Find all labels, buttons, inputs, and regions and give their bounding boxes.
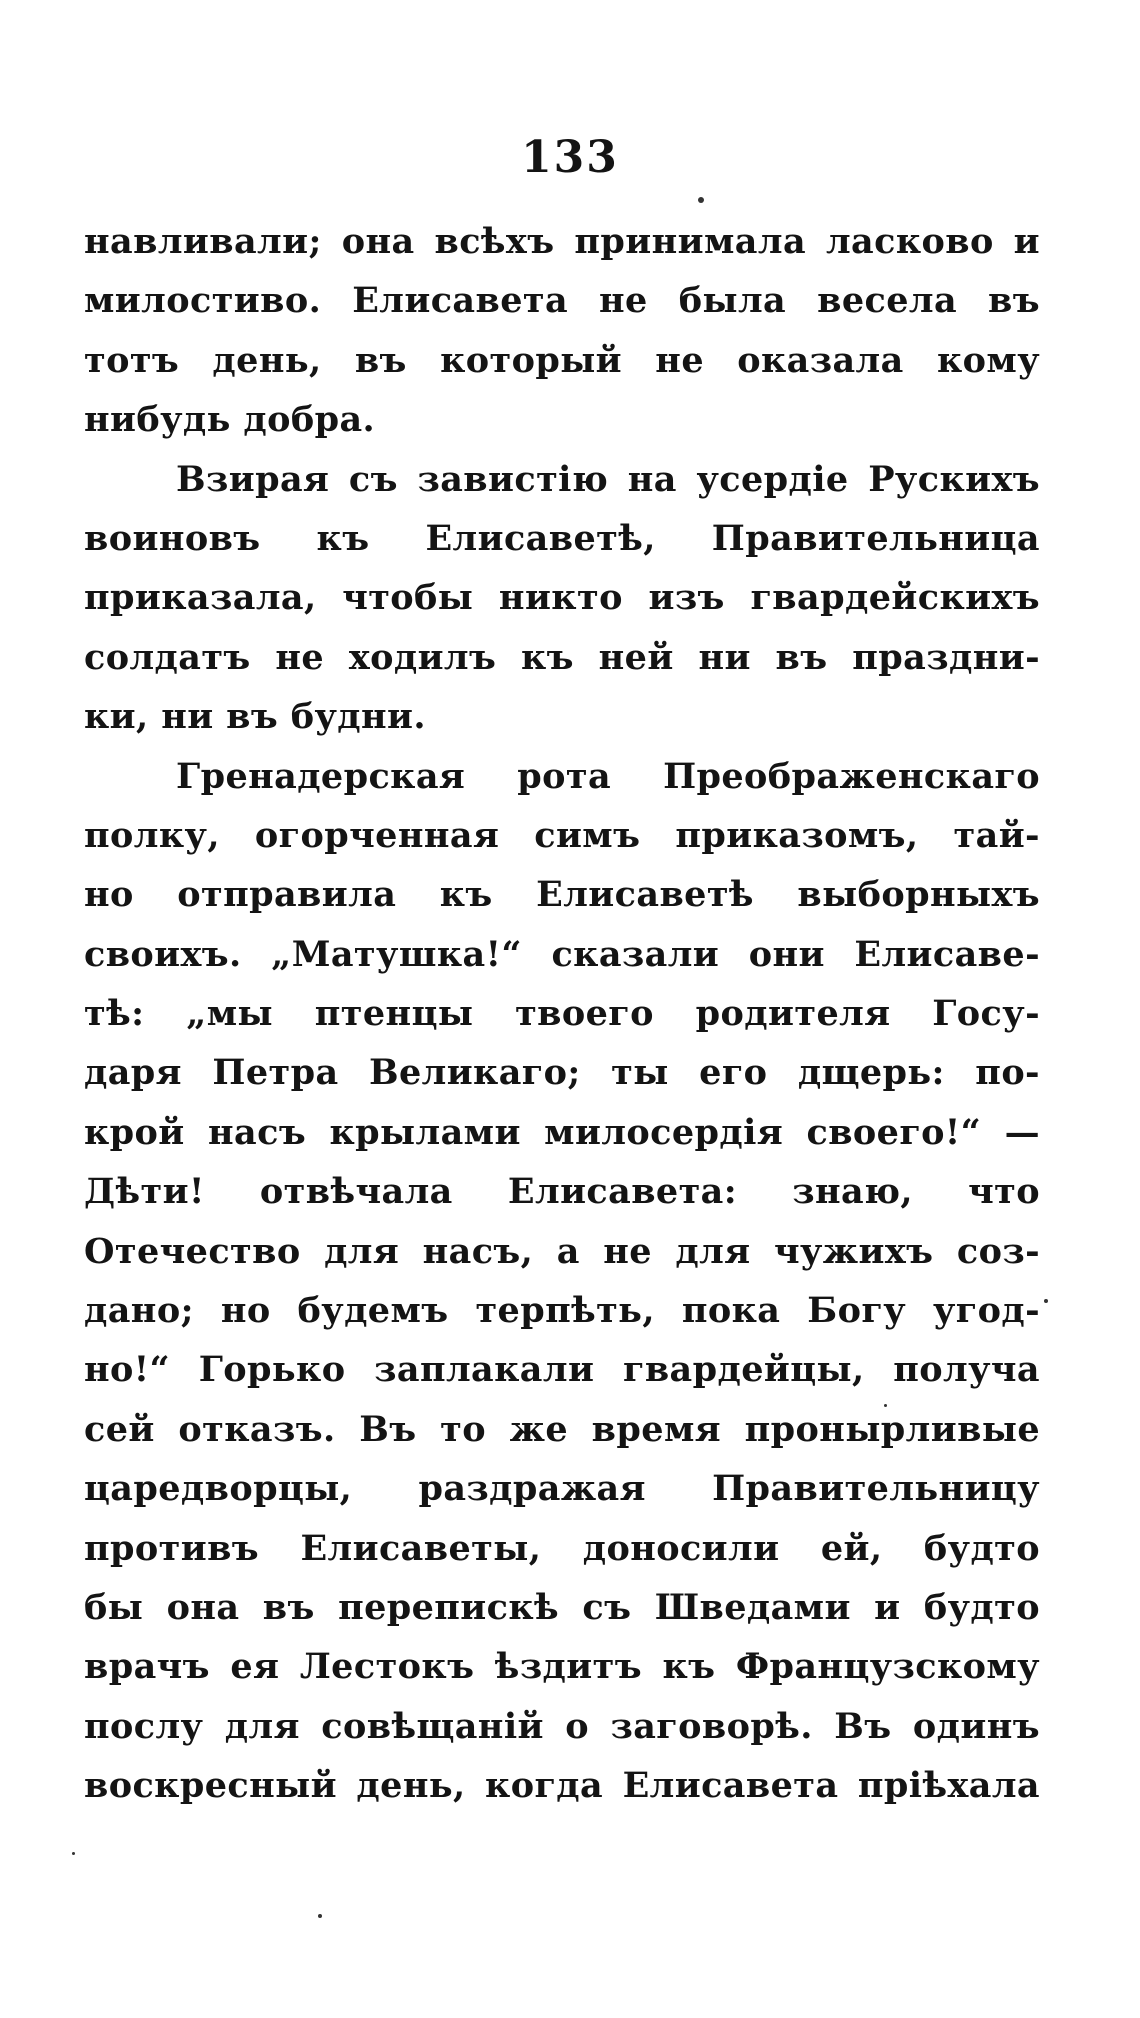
print-speck [698,197,704,203]
text-line: Гренадерская рота Преображенскаго [176,755,1040,797]
text-line: бы она въ перепискѣ съ Шведами и будто [84,1586,1040,1628]
text-line: милостиво. Елисавета не была весела въ [84,280,1040,322]
text-line: но!“ Горько заплакали гвардейцы, получа [84,1349,1040,1391]
print-speck [884,1404,887,1407]
text-line: Дѣти! отвѣчала Елисавета: знаю, что [84,1171,1040,1213]
body-text [84,212,1040,1816]
text-line: своихъ. „Матушка!“ сказали они Елисаве- [84,933,1040,975]
text-line: приказала, чтобы никто изъ гвардейскихъ [84,577,1040,619]
text-line: врачъ ея Лестокъ ѣздитъ къ Французскому [84,1646,1040,1688]
print-speck [72,1852,75,1855]
text-line: сей отказъ. Въ то же время пронырливые [84,1408,1040,1450]
text-line: даря Петра Великаго; ты его дщерь: по- [84,1052,1040,1094]
text-line: послу для совѣщаній о заговорѣ. Въ одинъ [84,1705,1040,1747]
text-line: нибудь добра. [84,399,376,441]
text-line: солдатъ не ходилъ къ ней ни въ праздни- [84,636,1040,678]
text-line: царедворцы, раздражая Правительницу [84,1468,1040,1510]
text-line: ки, ни въ будни. [84,696,426,738]
text-line: воиновъ къ Елисаветѣ, Правительница [84,517,1040,559]
text-line: крой насъ крылами милосердія своего!“ — [84,1111,1040,1153]
text-line: но отправила къ Елисаветѣ выборныхъ [84,874,1040,916]
text-line: дано; но будемъ терпѣть, пока Богу угод- [84,1290,1040,1332]
text-line: воскресный день, когда Елисавета пріѣхала [84,1765,1040,1807]
text-line: Взирая съ завистію на усердіе Рускихъ [176,458,1040,500]
text-line: Отечество для насъ, а не для чужихъ соз- [84,1230,1040,1272]
text-line: полку, огорченная симъ приказомъ, тай- [84,814,1040,856]
text-line: навливали; она всѣхъ принимала ласково и [84,221,1040,262]
text-line: тотъ день, въ который не оказала кому [84,339,1040,381]
text-line: тѣ: „мы птенцы твоего родителя Госу- [84,993,1040,1035]
text-line: противъ Елисаветы, доносили ей, будто [84,1527,1040,1569]
print-speck [318,1914,322,1918]
print-speck [1044,1299,1048,1303]
page-number: 133 [521,132,619,183]
